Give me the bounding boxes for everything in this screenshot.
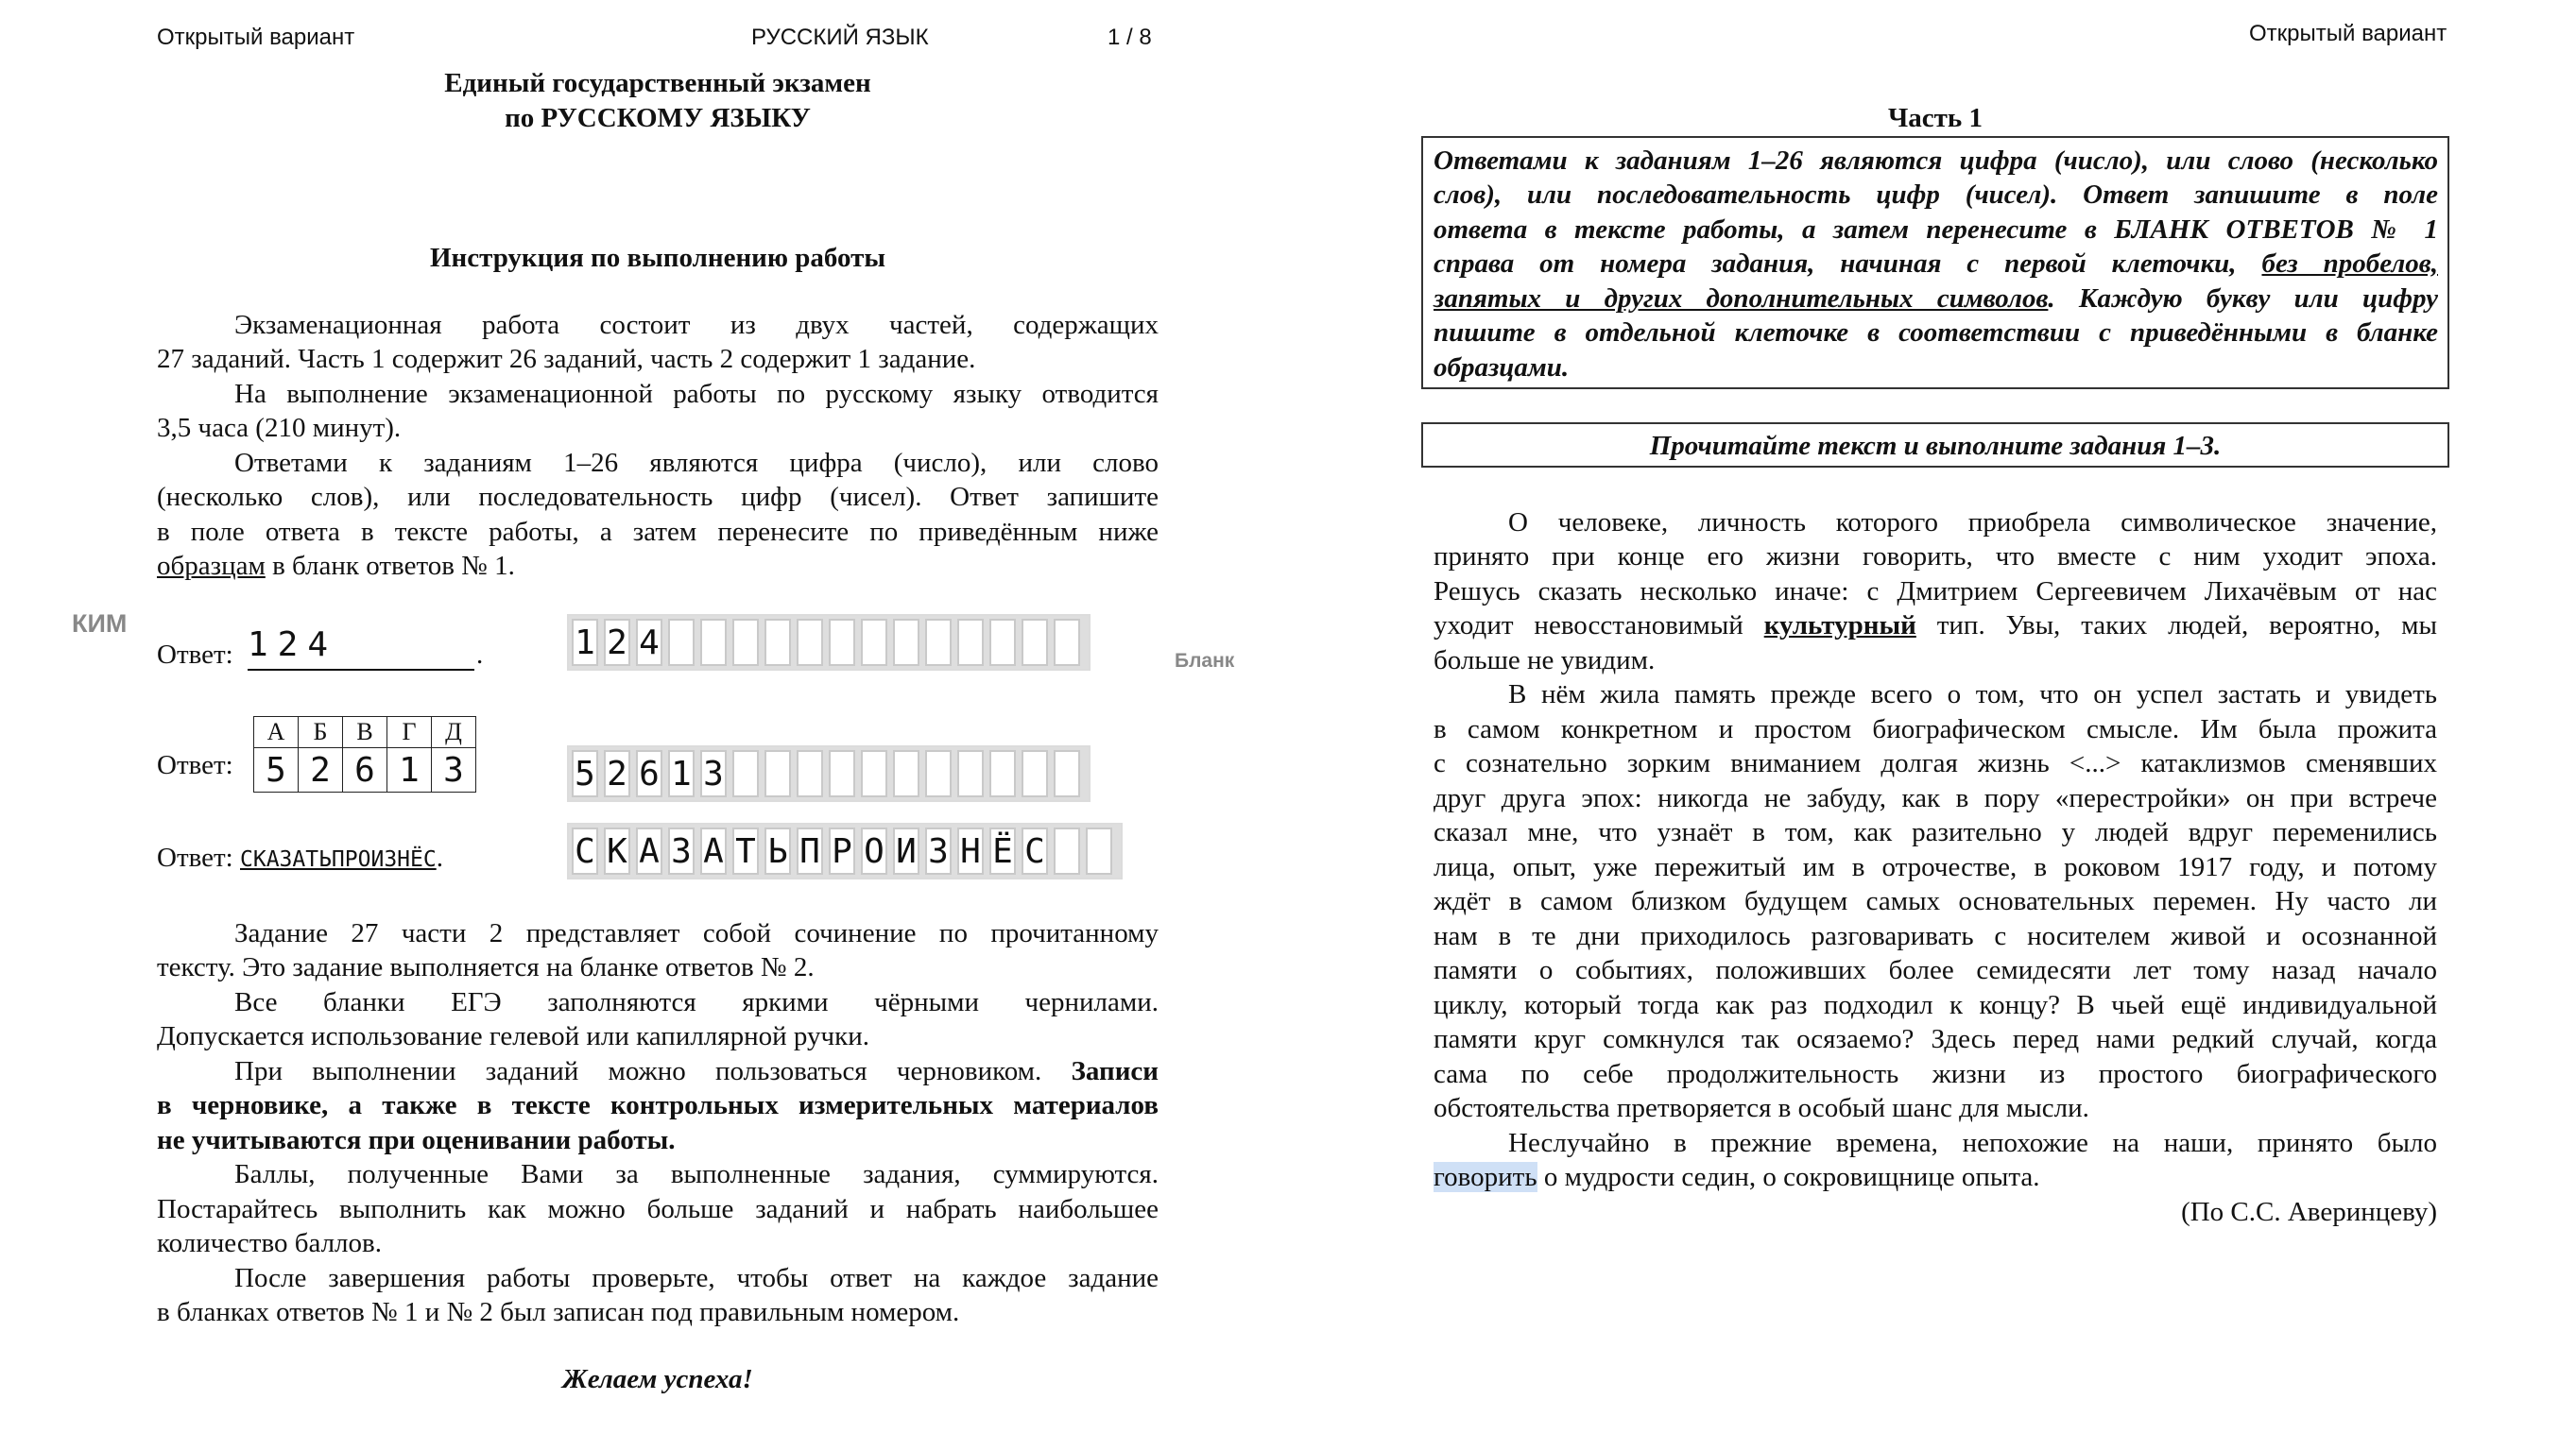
variant-label: Открытый вариант	[157, 25, 355, 50]
answer-cell: А	[700, 828, 727, 875]
selected-word[interactable]: говорить	[1434, 1162, 1537, 1192]
example2-label: Ответ:	[157, 750, 233, 780]
grid-header-cell: А	[254, 717, 299, 748]
answer-cell: Р	[829, 828, 855, 875]
answer-cell: С	[1022, 828, 1048, 875]
answer-cell: 1	[668, 750, 695, 797]
answer-cell	[861, 750, 887, 797]
answer-cell: Т	[732, 828, 759, 875]
answer-cell: К	[604, 828, 630, 875]
subject-label: РУССКИЙ ЯЗЫК	[751, 25, 929, 50]
answer-cell: Ё	[989, 828, 1016, 875]
answer-cell	[1086, 828, 1112, 875]
answer-cell	[989, 619, 1016, 666]
answer-cell	[1054, 750, 1080, 797]
part-title: Часть 1	[1888, 103, 1983, 133]
answer-cell	[989, 750, 1016, 797]
answer-cell	[668, 619, 695, 666]
answer-cell	[1022, 750, 1048, 797]
page-number: 1 / 8	[1108, 25, 1152, 50]
answer-cell	[700, 619, 727, 666]
example1-answer: 124	[248, 625, 474, 671]
answer-cell	[861, 619, 887, 666]
grid-value-cell: 5	[254, 748, 299, 793]
answer-cell: 4	[636, 619, 662, 666]
answer-cell: С	[572, 828, 598, 875]
grid-value-cell: 1	[387, 748, 432, 793]
answer-cell	[925, 619, 952, 666]
answer-cell	[797, 750, 823, 797]
answer-cell	[829, 619, 855, 666]
kim-label: КИМ	[72, 609, 128, 638]
answer-cell: 3	[700, 750, 727, 797]
answer-cell	[764, 619, 791, 666]
example1-label: Ответ:	[157, 640, 233, 670]
read-task-text: Прочитайте текст и выполните задания 1–3.	[1649, 431, 2222, 461]
answer-cell: З	[668, 828, 695, 875]
answer-cell: З	[925, 828, 952, 875]
answer-cell	[893, 750, 919, 797]
text-source: (По С.С. Аверинцеву)	[2181, 1197, 2437, 1227]
example2-grid	[253, 716, 476, 793]
answer-cell: Ь	[764, 828, 791, 875]
answer-cell: 6	[636, 750, 662, 797]
answer-cell	[732, 750, 759, 797]
answer-cell: 5	[572, 750, 598, 797]
grid-value-cell: 6	[343, 748, 387, 793]
grid-header-cell: Б	[299, 717, 343, 748]
answer-cell	[957, 619, 984, 666]
answer-cell: А	[636, 828, 662, 875]
answer-cell: 2	[604, 750, 630, 797]
answer-cell: И	[893, 828, 919, 875]
grid-header-cell: Д	[432, 717, 476, 748]
grid-header-cell: Г	[387, 717, 432, 748]
example2-blank-cells	[567, 745, 1091, 802]
good-luck-text: Желаем успеха!	[562, 1364, 753, 1394]
grid-value-cell: 3	[432, 748, 476, 793]
answer-cell: 1	[572, 619, 598, 666]
grid-value-cell: 2	[299, 748, 343, 793]
answer-cell	[764, 750, 791, 797]
answer-cell: П	[797, 828, 823, 875]
answer-cell: О	[861, 828, 887, 875]
grid-header-cell: В	[343, 717, 387, 748]
answer-cell	[829, 750, 855, 797]
example3-blank-cells	[567, 823, 1123, 879]
answer-cell: Н	[957, 828, 984, 875]
exam-title: Единый государственный экзамен по РУССКОМУ ЯЗЫКУ	[444, 68, 871, 133]
variant-label-right: Открытый вариант	[2249, 21, 2447, 46]
example1-blank-cells	[567, 614, 1091, 671]
answer-cell	[1054, 619, 1080, 666]
answer-cell	[732, 619, 759, 666]
answer-cell	[893, 619, 919, 666]
answer-cell	[957, 750, 984, 797]
blank-label: Бланк	[1175, 650, 1235, 672]
answer-cell	[1022, 619, 1048, 666]
example3-label: Ответ: СКАЗАТЬПРОИЗНЁС.	[157, 843, 443, 873]
instruction-title: Инструкция по выполнению работы	[429, 243, 886, 273]
answer-cell	[1054, 828, 1080, 875]
answer-cell: 2	[604, 619, 630, 666]
answer-cell	[925, 750, 952, 797]
answer-cell	[797, 619, 823, 666]
